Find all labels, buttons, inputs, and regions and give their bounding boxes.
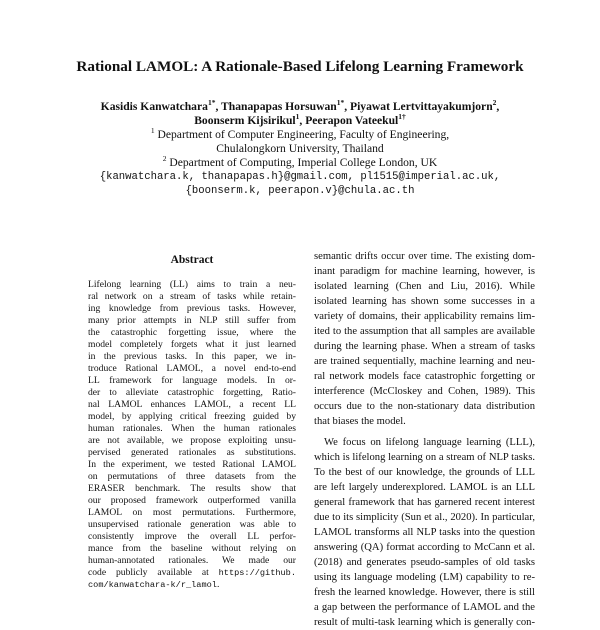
abstract-line: der to alleviate catastrophic forgetting, Ratio- bbox=[88, 387, 296, 398]
abstract-line: nal LAMOL enhances LAMOL, a recent LL bbox=[88, 399, 296, 410]
author-block bbox=[0, 100, 600, 198]
intro-line: occurs due to the non-stationary data distribution bbox=[314, 401, 535, 412]
author-separator: , bbox=[299, 114, 306, 127]
abstract-line: on permutations of three datasets from the bbox=[88, 471, 296, 482]
author-marker: 1* bbox=[336, 98, 345, 107]
intro-line: We focus on lifelong language learning (LLL), bbox=[324, 437, 535, 448]
intro-line: LAMOL transforms all NLP tasks into the question bbox=[314, 527, 535, 538]
abstract-heading: Abstract bbox=[170, 254, 214, 266]
affiliation-text: Department of Computing, Imperial College London, UK bbox=[166, 156, 438, 169]
intro-line: general framework that has garnered recent interest bbox=[314, 497, 535, 508]
author-separator: , bbox=[344, 100, 350, 113]
intro-line: a gap between the performance of LAMOL and the bbox=[314, 602, 535, 613]
email-line-1: {kanwatchara.k, thanapapas.h}@gmail.com, pl1515@imperial.ac.uk, bbox=[99, 171, 501, 183]
abstract-line: human rationales. When the human rationales bbox=[88, 423, 296, 434]
abstract-line: Lifelong learning (LL) aims to train a neu- bbox=[88, 279, 296, 290]
intro-column bbox=[314, 249, 535, 630]
author-marker: 1† bbox=[398, 112, 406, 121]
intro-line: inant paradigm for machine learning, however, is bbox=[314, 266, 535, 277]
intro-line: using its language modeling (LM) capability to re- bbox=[314, 572, 535, 583]
author-marker: 1* bbox=[207, 98, 216, 107]
abstract-line: human-annotated rationales. We made our bbox=[88, 555, 296, 566]
author-separator: , bbox=[215, 100, 222, 113]
code-link[interactable]: https://github. bbox=[218, 568, 296, 578]
author-name: Peerapon Vateekul bbox=[305, 114, 399, 127]
intro-line: isolated learning has shown some successes in a bbox=[314, 296, 535, 307]
intro-line: result of multi-task learning which is generally con- bbox=[314, 617, 535, 628]
author-marker: 2 bbox=[492, 98, 497, 107]
intro-line: due to its simplicity (Sun et al., 2020). In particular, bbox=[314, 512, 535, 523]
abstract-text: . bbox=[216, 579, 220, 590]
abstract-line: are not available, we propose exploiting unsu- bbox=[88, 435, 296, 446]
abstract-line: mance from the baseline without relying on bbox=[88, 543, 296, 554]
intro-line: isolated learning (Chen and Liu, 2016). While bbox=[314, 281, 535, 292]
affiliation-1-cont bbox=[0, 142, 600, 156]
author-separator: , bbox=[496, 100, 500, 113]
intro-line: fresh the learned knowledge. However, there is still bbox=[314, 587, 535, 598]
abstract-line: LAMOL on most permutations. Furthermore, bbox=[88, 507, 296, 518]
abstract-line: consistently improve the overall LL perfor- bbox=[88, 531, 296, 542]
intro-line: To the best of our knowledge, the grounds of LLL bbox=[314, 467, 535, 478]
abstract-line: model, by applying critical freezing guided by bbox=[88, 411, 296, 422]
abstract-line: unsupervised rationale generation was able to bbox=[88, 519, 296, 530]
abstract-line: in the previous tasks. In this paper, we in- bbox=[88, 351, 296, 362]
abstract-line: ing knowledge from previous tasks. However, bbox=[88, 303, 296, 314]
abstract-line: troduce Rational LAMOL, a novel end-to-end bbox=[88, 363, 296, 374]
author-name: Piyawat Lertvittayakumjorn bbox=[350, 100, 493, 113]
affiliation-marker: 2 bbox=[162, 154, 167, 163]
abstract-line: our proposed framework outperformed vanilla bbox=[88, 495, 296, 506]
abstract-line: the catastrophic forgetting issue, where the bbox=[88, 327, 296, 338]
abstract-line: many prior attempts in NLP still suffer from bbox=[88, 315, 296, 326]
affiliation-text: Chulalongkorn University, Thailand bbox=[216, 142, 384, 155]
author-name: Kasidis Kanwatchara bbox=[100, 100, 208, 113]
abstract-text: code publicly available at bbox=[88, 567, 219, 578]
abstract-line bbox=[88, 567, 296, 579]
author-name: Thanapapas Horsuwan bbox=[221, 100, 337, 113]
affiliation-text: Department of Computer Engineering, Faculty of Engineering, bbox=[154, 128, 450, 141]
affiliation-1 bbox=[0, 128, 600, 142]
intro-line: variety of domains, their applicability remains lim- bbox=[314, 311, 535, 322]
paper-title: Rational LAMOL: A Rationale-Based Lifelong Learning Framework bbox=[76, 58, 524, 75]
intro-line: are left largely underexplored. LAMOL is an LLL bbox=[314, 482, 535, 493]
abstract-line: In the experiment, we tested Rational LAMOL bbox=[88, 459, 296, 470]
intro-line: during the learning phase. When a stream of tasks bbox=[314, 341, 535, 352]
author-name: Boonserm Kijsirikul bbox=[194, 114, 296, 127]
email-line-2: {boonserm.k, peerapon.v}@chula.ac.th bbox=[185, 185, 415, 197]
abstract-line: model completely forgets what it just learned bbox=[88, 339, 296, 350]
author-line-2 bbox=[0, 114, 600, 128]
intro-line: that biases the model. bbox=[314, 416, 406, 427]
intro-line: (2018) and generates pseudo-samples of old tasks bbox=[314, 557, 535, 568]
affiliation-marker: 1 bbox=[150, 126, 155, 135]
abstract-line: ral network on a stream of tasks while retain- bbox=[88, 291, 296, 302]
code-link-cont[interactable]: com/kanwatchara-k/r_lamol bbox=[88, 580, 217, 590]
intro-line: interference (McCloskey and Cohen, 1989). This bbox=[314, 386, 535, 397]
abstract-line bbox=[88, 579, 296, 591]
abstract-line: pervised generated rationales as substitutions. bbox=[88, 447, 296, 458]
intro-line: ral network models face catastrophic forgetting or bbox=[314, 371, 535, 382]
author-line-1 bbox=[0, 100, 600, 114]
abstract-body bbox=[88, 279, 296, 591]
author-marker: 1 bbox=[295, 112, 300, 121]
intro-line: answering (QA) format according to McCann et al. bbox=[314, 542, 535, 553]
intro-line: which is lifelong learning on a stream of NLP tasks. bbox=[314, 452, 535, 463]
intro-line: ited to the assumption that all samples are available bbox=[314, 326, 535, 337]
affiliation-2 bbox=[0, 156, 600, 170]
abstract-line: LL framework for language models. In or- bbox=[88, 375, 296, 386]
intro-line: are trained sequentially, machine learning and neu- bbox=[314, 356, 535, 367]
abstract-line: ERASER benchmark. The results show that bbox=[88, 483, 296, 494]
intro-line: semantic drifts occur over time. The existing dom- bbox=[314, 251, 535, 262]
